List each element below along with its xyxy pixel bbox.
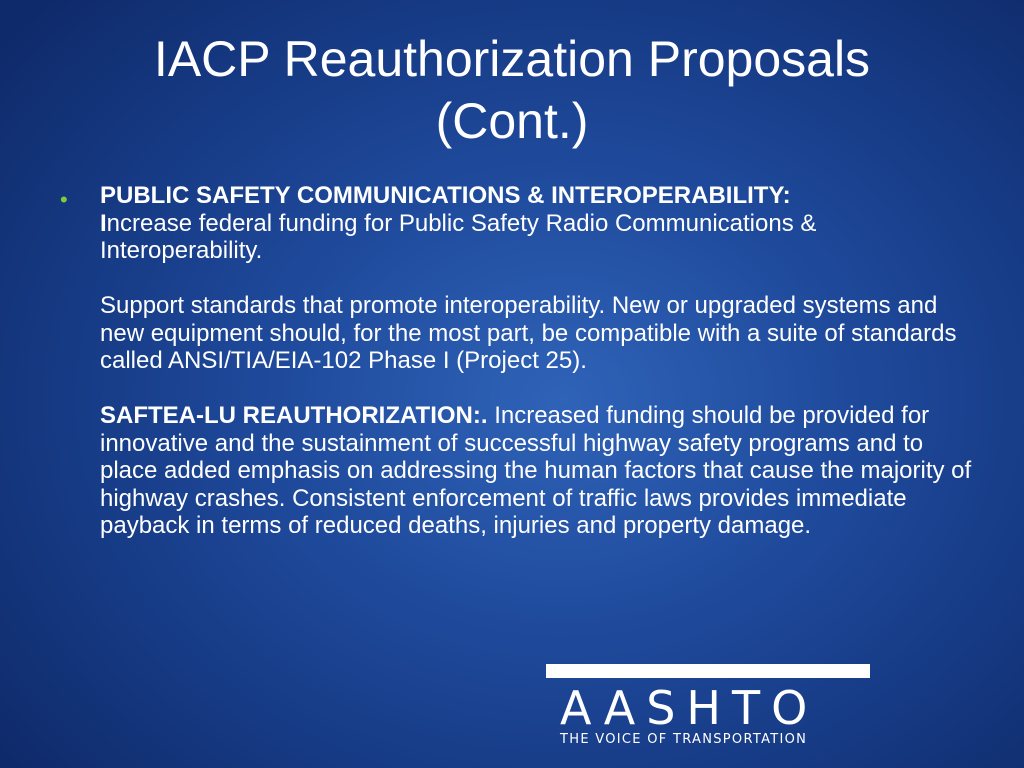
- bullet-icon: •: [60, 187, 68, 212]
- logo-bar: [546, 664, 870, 678]
- saftea-lu-text: Increased funding should be provided for innovative and the sustainment of successful highway safety programs and to place added emphasis on addressing the human factors that cause the majority of highway crashes. Consistent enforcement of traffic laws provides immediate payback in terms of reduced deaths, injuries and property damage.: [100, 402, 972, 539]
- slide-title: [0, 28, 1024, 152]
- title-line-2: (Cont.): [435, 93, 589, 149]
- paragraph-saftea-lu: [100, 402, 980, 540]
- logo-tagline: THE VOICE OF TRANSPORTATION: [560, 732, 808, 747]
- public-safety-text: ncrease federal funding for Public Safety Radio Communications & Interoperability.: [100, 209, 817, 264]
- slide-body: [100, 182, 980, 540]
- logo-wordmark: AASHTO: [560, 681, 819, 735]
- heading-saftea-lu: SAFTEA-LU REAUTHORIZATION:: [100, 402, 481, 429]
- paragraph-standards: [100, 292, 980, 375]
- heading-public-safety: PUBLIC SAFETY COMMUNICATIONS & INTEROPERABILITY:: [100, 182, 791, 209]
- lead-letter: I: [100, 209, 107, 237]
- aashto-logo: [546, 664, 870, 754]
- paragraph-public-safety: [100, 182, 980, 265]
- standards-text: Support standards that promote interoperability. New or upgraded systems and new equipment should, for the most part, be compatible with a suite of standards called ANSI/TIA/EIA-102 Phase I (Project 25).: [100, 292, 957, 374]
- title-line-1: IACP Reauthorization Proposals: [153, 31, 871, 87]
- heading-saftea-lu-suffix: .: [480, 402, 488, 429]
